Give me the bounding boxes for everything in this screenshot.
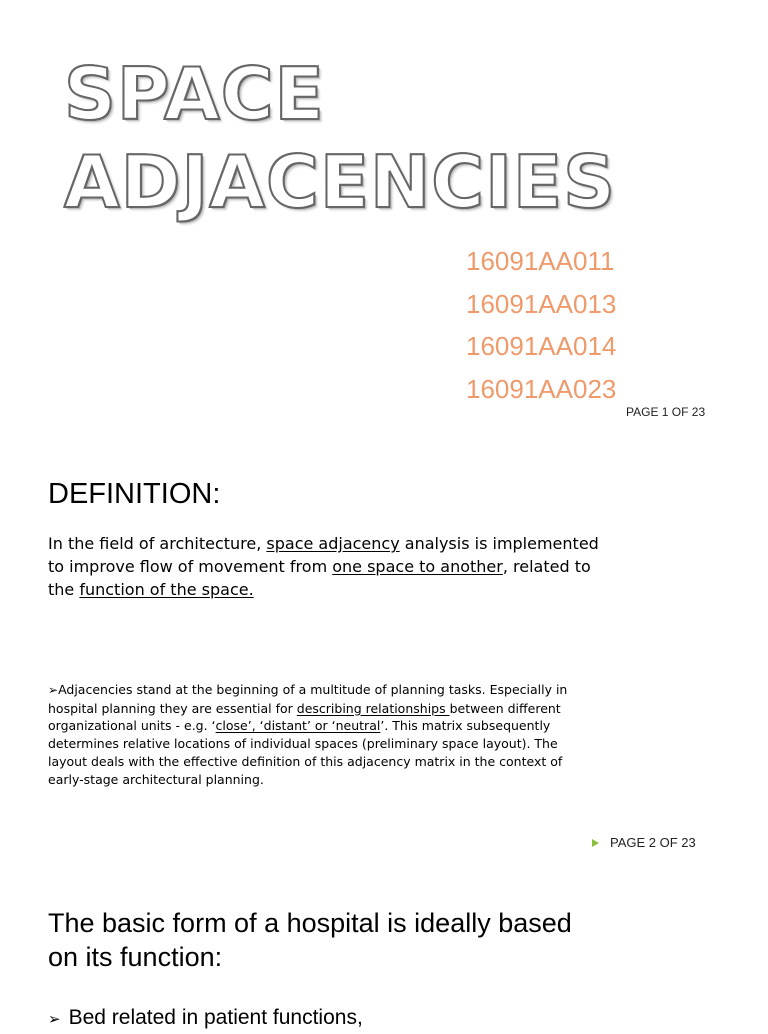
paragraph-text-part: Adjacencies stand at the beginning of a multitude of planning tasks. Especially in hospital planning they are essential for	[48, 682, 568, 716]
student-id: 16091AA023	[466, 373, 617, 404]
definition-text-part: analysis is implemented to improve flow of movement from	[48, 534, 599, 576]
title-line-1: SPACE	[64, 50, 616, 138]
link-describing-relationships[interactable]: describing relationships	[296, 700, 450, 716]
page-number-2: PAGE 2 OF 23	[610, 835, 696, 850]
student-id: 16091AA014	[466, 331, 617, 361]
list-item-text: Bed related in patient functions,	[68, 1006, 363, 1029]
title-line-2: ADJACENCIES	[64, 140, 616, 224]
student-id-list	[466, 240, 616, 410]
student-id: 16091AA011	[466, 246, 615, 276]
link-function-of-space[interactable]: function of the space.	[79, 580, 254, 599]
paragraph-text-part: between different organizational units - e.g. ‘	[48, 700, 561, 734]
title	[64, 50, 616, 226]
link-one-space-to-another[interactable]: one space to another	[332, 557, 503, 576]
student-id: 16091AA013	[466, 288, 617, 319]
arrow-bullet-icon: ➢	[48, 1011, 61, 1028]
definition-text	[48, 532, 608, 601]
definition-text-part: In the field of architecture,	[48, 534, 267, 553]
triangle-bullet-icon	[592, 839, 599, 847]
arrow-bullet-icon: ➢	[48, 683, 59, 697]
definition-text-part: , related to the	[48, 557, 591, 599]
page-number-1: PAGE 1 OF 23	[626, 405, 706, 419]
list-item	[48, 1004, 363, 1034]
basic-form-heading: The basic form of a hospital is ideally based on its function:	[48, 908, 572, 972]
page-number-2-row	[592, 835, 696, 850]
definition-heading: DEFINITION:	[48, 478, 221, 510]
link-close-distant-neutral[interactable]: close’, ‘distant’ or ‘neutral	[215, 718, 381, 734]
adjacencies-paragraph	[48, 681, 598, 788]
paragraph-text-part: ’. This matrix subsequently determines relative locations of individual spaces (preliminary space layout). The layout deals with the effective definition of this adjacency matrix in the context of early-stage architectural planning.	[48, 718, 563, 787]
link-space-adjacency[interactable]: space adjacency	[266, 534, 400, 553]
